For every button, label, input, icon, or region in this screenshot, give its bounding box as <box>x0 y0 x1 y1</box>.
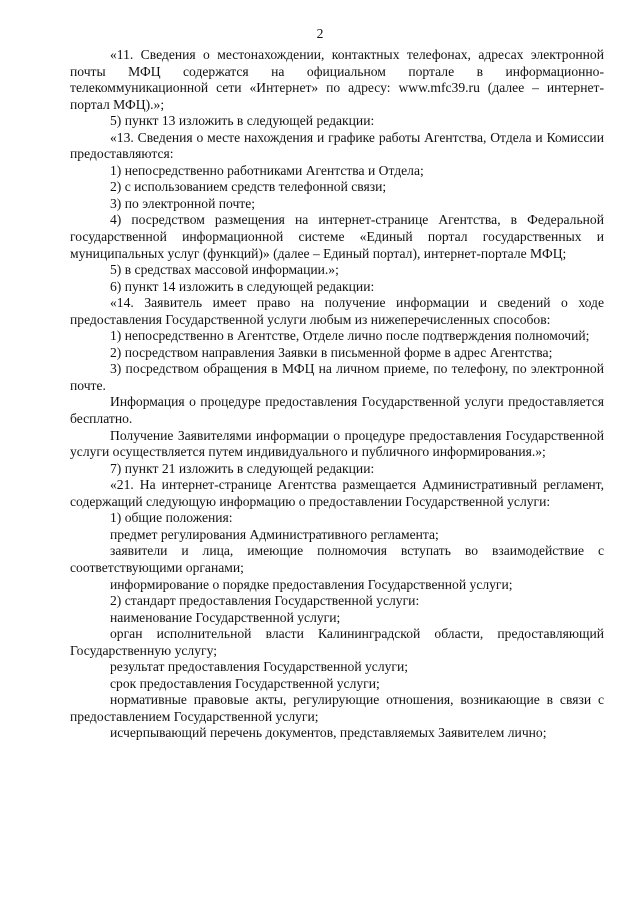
document-body <box>70 47 604 742</box>
paragraph-25: результат предоставления Государственной услуги; <box>110 659 409 675</box>
paragraph-8: 5) в средствах массовой информации.»; <box>110 262 339 278</box>
paragraph-19: предмет регулирования Административного регламента; <box>110 526 439 542</box>
paragraph-17: «21. На интернет-странице Агентства размещается Административный регламент, содержащий следующую информацию о предоставлении Государственной услуги: <box>70 477 604 509</box>
paragraph-21: информирование о порядке предоставления Государственной услуги; <box>110 576 513 592</box>
paragraph-7: 4) посредством размещения на интернет-странице Агентства, в Федеральной государственной информационной системе «Единый портал государственных и муниципальных услуг (функций)» (далее – Единый портал), интернет-портале МФЦ; <box>70 212 604 261</box>
paragraph-26: срок предоставления Государственной услуги; <box>110 675 380 691</box>
paragraph-27: нормативные правовые акты, регулирующие отношения, возникающие в связи с предоставлением Государственной услуги; <box>70 692 604 724</box>
paragraph-18: 1) общие положения: <box>110 510 233 526</box>
paragraph-5: 2) с использованием средств телефонной связи; <box>110 179 387 195</box>
paragraph-14: Информация о процедуре предоставления Государственной услуги предоставляется бесплатно. <box>70 394 604 427</box>
paragraph-20: заявители и лица, имеющие полномочия вступать во взаимодействие с соответствующими органами; <box>70 543 604 575</box>
paragraph-10: «14. Заявитель имеет право на получение информации и сведений о ходе предоставления Государственной услуги любым из нижеперечисленных способов: <box>70 295 604 327</box>
paragraph-28: исчерпывающий перечень документов, представляемых Заявителем лично; <box>110 725 547 741</box>
page-number: 2 <box>316 26 324 41</box>
paragraph-13: 3) посредством обращения в МФЦ на личном приеме, по телефону, по электронной почте. <box>70 361 604 393</box>
paragraph-3: «13. Сведения о месте нахождения и графике работы Агентства, Отдела и Комиссии предоставляются: <box>70 129 604 162</box>
paragraph-12: 2) посредством направления Заявки в письменной форме в адрес Агентства; <box>110 344 553 360</box>
paragraph-11: 1) непосредственно в Агентстве, Отделе лично после подтверждения полномочий; <box>110 328 590 344</box>
paragraph-15: Получение Заявителями информации о процедуре предоставления Государственной услуги осуществляется путем индивидуального и публичного информирования.»; <box>70 427 604 460</box>
paragraph-24: орган исполнительной власти Калининградской области, предоставляющий Государственную услугу; <box>70 626 604 658</box>
paragraph-22: 2) стандарт предоставления Государственной услуги: <box>110 593 420 609</box>
paragraph-1: «11. Сведения о местонахождении, контактных телефонах, адресах электронной почты МФЦ содержатся на официальном портале в информационно-телекоммуникационной сети «Интернет» по адресу: www.mfc39.ru (далее – интернет-портал МФЦ).»; <box>70 47 604 112</box>
paragraph-4: 1) непосредственно работниками Агентства и Отдела; <box>110 162 424 178</box>
paragraph-6: 3) по электронной почте; <box>110 195 256 211</box>
paragraph-16: 7) пункт 21 изложить в следующей редакции: <box>110 460 375 476</box>
paragraph-23: наименование Государственной услуги; <box>110 609 341 625</box>
paragraph-9: 6) пункт 14 изложить в следующей редакции: <box>110 278 375 294</box>
paragraph-2: 5) пункт 13 изложить в следующей редакции: <box>110 113 375 129</box>
